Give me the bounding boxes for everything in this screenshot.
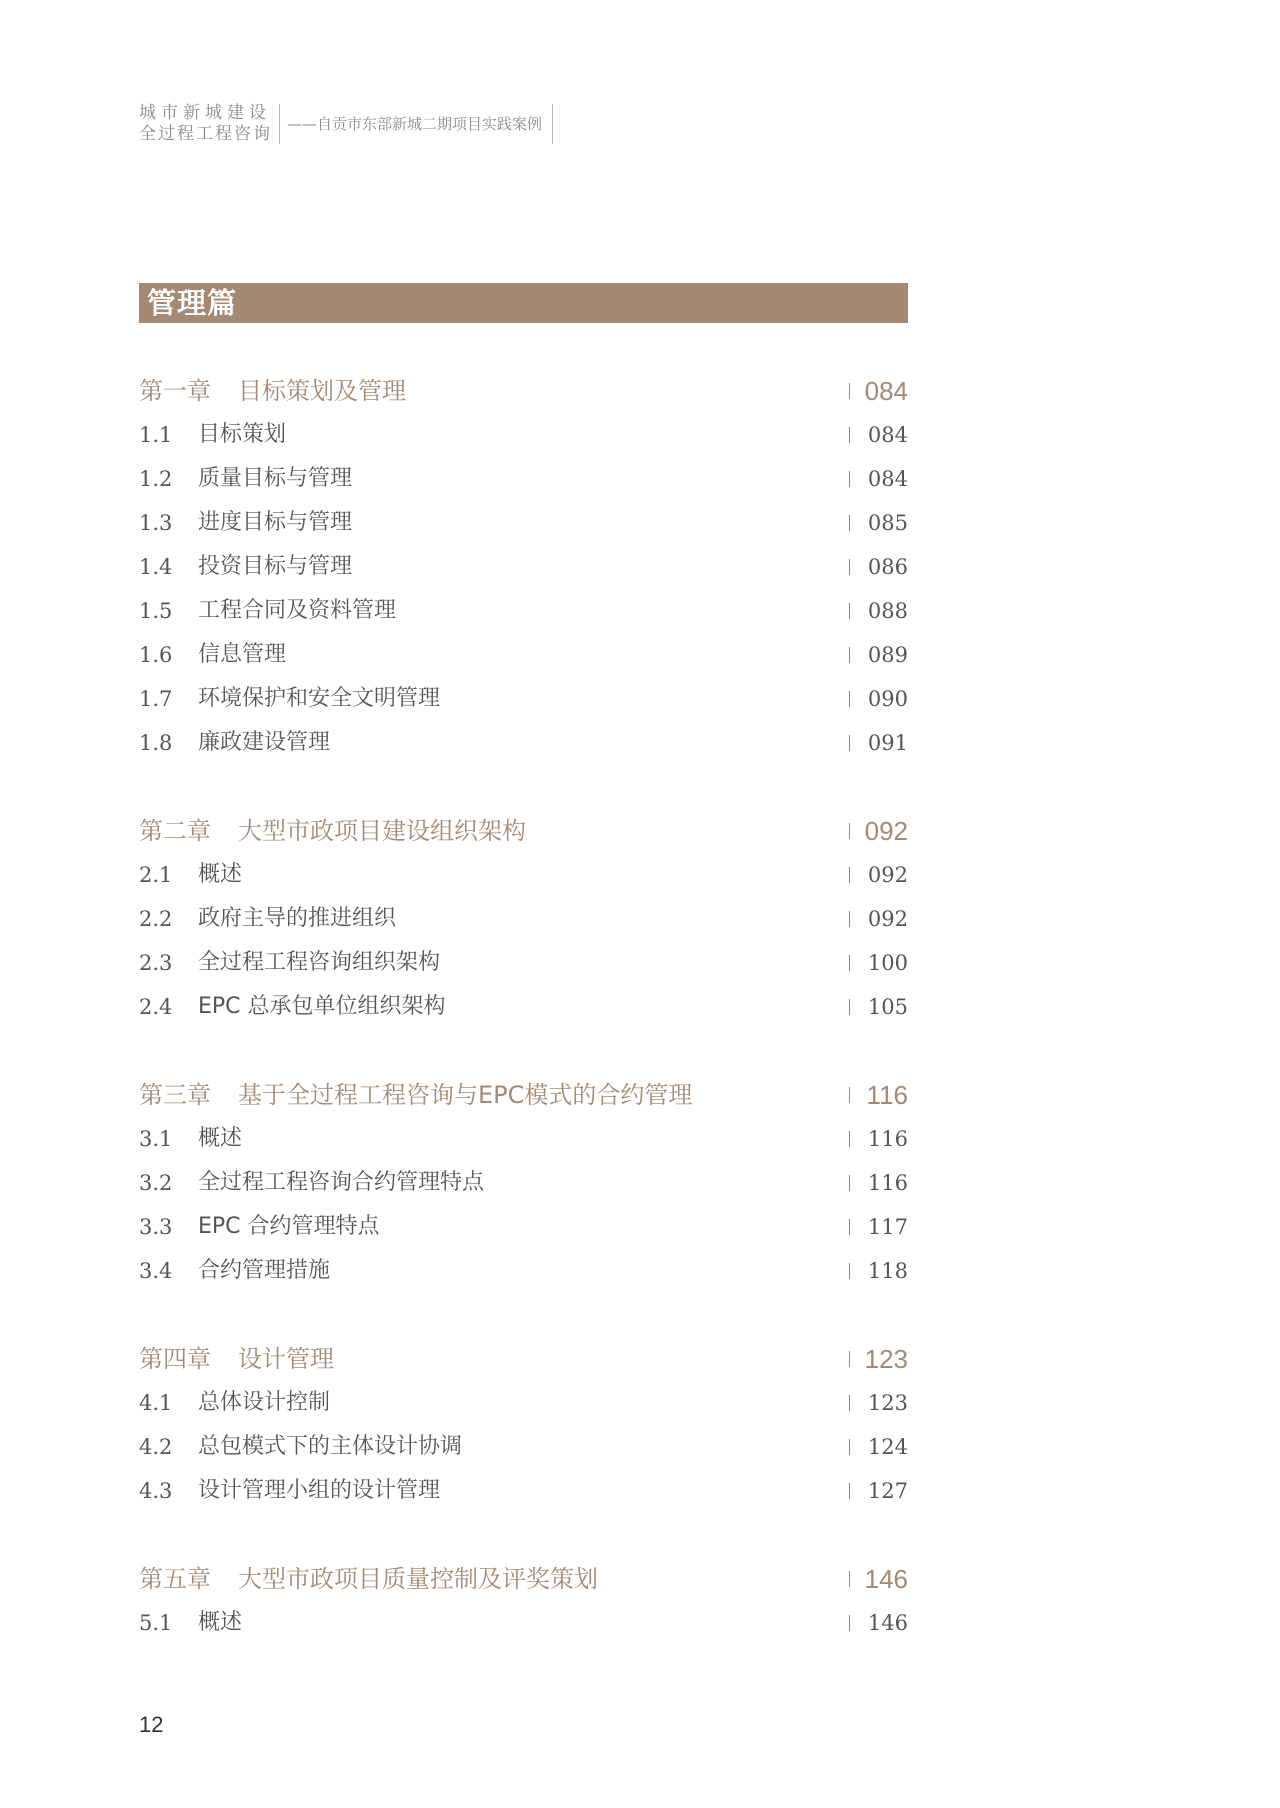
- book-title-line2: 全过程工程咨询: [139, 124, 272, 144]
- toc-entry-number: 第一章: [139, 377, 211, 405]
- toc-section-entry[interactable]: [139, 677, 908, 721]
- toc-entry-number: 4.2: [139, 1435, 173, 1459]
- toc-entry-number: 2.1: [139, 863, 173, 887]
- toc-entry-number: 1.3: [139, 511, 173, 535]
- toc-section-entry[interactable]: [139, 633, 908, 677]
- toc-section-entry[interactable]: [139, 1205, 908, 1249]
- toc-section-entry[interactable]: [139, 1601, 908, 1645]
- toc-entry-title: 进度目标与管理: [198, 510, 353, 535]
- book-subtitle: ——自贡市东部新城二期项目实践案例: [287, 115, 543, 133]
- toc-section-entry[interactable]: [139, 853, 908, 897]
- toc-entry-title: 概述: [198, 862, 243, 887]
- toc-chapter-entry[interactable]: [139, 1337, 908, 1381]
- toc-entry-number: 第二章: [139, 817, 211, 845]
- toc-entry-page: 124: [867, 1435, 908, 1459]
- toc-entry-number: 1.1: [139, 423, 173, 447]
- toc-entry-title: 投资目标与管理: [198, 554, 353, 579]
- toc-section-entry[interactable]: [139, 1425, 908, 1469]
- toc-chapter: [139, 809, 908, 1029]
- toc-section-entry[interactable]: [139, 941, 908, 985]
- toc-section-entry[interactable]: [139, 721, 908, 765]
- toc-entry-number: 4.1: [139, 1391, 173, 1415]
- toc-entry-number: 第四章: [139, 1345, 211, 1373]
- toc-section-entry[interactable]: [139, 1381, 908, 1425]
- toc-entry-number: 1.2: [139, 467, 173, 491]
- toc-entry-title: 信息管理: [198, 642, 287, 667]
- toc-entry-title: EPC 合约管理特点: [198, 1214, 380, 1239]
- page-number: 12: [139, 1712, 164, 1737]
- toc-entry-page: 127: [867, 1479, 908, 1503]
- toc-section-entry[interactable]: [139, 897, 908, 941]
- header-divider-left: [279, 104, 280, 144]
- toc-section-entry[interactable]: [139, 1469, 908, 1513]
- toc-entry-page: 100: [867, 951, 908, 975]
- toc-entry-page: 086: [867, 555, 908, 579]
- toc-chapter: [139, 1557, 908, 1645]
- book-title-line1: 城市新城建设: [139, 103, 271, 123]
- toc-entry-page: 146: [864, 1564, 908, 1594]
- toc-section-entry[interactable]: [139, 1249, 908, 1293]
- toc-entry-page: 146: [867, 1611, 908, 1635]
- section-banner: [139, 283, 908, 323]
- toc-section-entry[interactable]: [139, 501, 908, 545]
- section-title: 管理篇: [147, 286, 238, 320]
- toc-entry-title: 合约管理措施: [198, 1258, 331, 1283]
- toc-entry-title: 质量目标与管理: [198, 466, 353, 491]
- toc-entry-title: 廉政建设管理: [198, 730, 331, 755]
- header-divider-right: [552, 104, 553, 144]
- toc-section-entry[interactable]: [139, 413, 908, 457]
- toc-entry-title: 目标策划: [198, 422, 287, 447]
- toc-section-entry[interactable]: [139, 457, 908, 501]
- toc-entry-title: 工程合同及资料管理: [198, 598, 397, 623]
- toc-entry-number: 第五章: [139, 1565, 211, 1593]
- toc-entry-page: 123: [867, 1391, 908, 1415]
- toc-entry-number: 5.1: [139, 1611, 173, 1635]
- toc-chapter-entry[interactable]: [139, 809, 908, 853]
- toc-entry-page: 092: [864, 816, 908, 846]
- table-of-contents: [139, 369, 908, 1689]
- toc-entry-page: 085: [867, 511, 908, 535]
- toc-entry-number: 3.3: [139, 1215, 173, 1239]
- toc-entry-page: 116: [867, 1127, 908, 1151]
- toc-entry-page: 088: [867, 599, 908, 623]
- toc-entry-number: 1.7: [139, 687, 173, 711]
- toc-entry-page: 092: [867, 907, 908, 931]
- toc-entry-title: 大型市政项目建设组织架构: [238, 817, 526, 845]
- toc-entry-number: 1.8: [139, 731, 173, 755]
- toc-entry-title: 概述: [198, 1610, 243, 1635]
- toc-entry-number: 1.6: [139, 643, 173, 667]
- toc-entry-title: 概述: [198, 1126, 243, 1151]
- toc-entry-number: 1.5: [139, 599, 173, 623]
- toc-entry-number: 2.3: [139, 951, 173, 975]
- toc-entry-title: 设计管理小组的设计管理: [198, 1478, 441, 1503]
- toc-entry-page: 118: [867, 1259, 908, 1283]
- toc-entry-page: 092: [867, 863, 908, 887]
- toc-entry-title: 总包模式下的主体设计协调: [198, 1434, 463, 1459]
- toc-section-entry[interactable]: [139, 1117, 908, 1161]
- toc-entry-title: 目标策划及管理: [238, 377, 406, 405]
- toc-entry-page: 117: [867, 1215, 908, 1239]
- toc-section-entry[interactable]: [139, 985, 908, 1029]
- toc-chapter: [139, 1073, 908, 1293]
- book-title: [139, 103, 271, 145]
- toc-entry-page: 084: [867, 467, 908, 491]
- toc-chapter-entry[interactable]: [139, 369, 908, 413]
- toc-entry-page: 089: [867, 643, 908, 667]
- toc-entry-title: 基于全过程工程咨询与EPC模式的合约管理: [238, 1081, 693, 1109]
- toc-entry-number: 2.4: [139, 995, 173, 1019]
- toc-entry-page: 116: [867, 1171, 908, 1195]
- toc-chapter: [139, 369, 908, 765]
- toc-section-entry[interactable]: [139, 1161, 908, 1205]
- toc-chapter-entry[interactable]: [139, 1557, 908, 1601]
- toc-section-entry[interactable]: [139, 589, 908, 633]
- toc-entry-title: 全过程工程咨询组织架构: [198, 950, 441, 975]
- toc-entry-title: 政府主导的推进组织: [198, 906, 397, 931]
- toc-entry-number: 3.4: [139, 1259, 173, 1283]
- toc-entry-number: 4.3: [139, 1479, 173, 1503]
- toc-entry-number: 3.1: [139, 1127, 173, 1151]
- toc-entry-page: 090: [867, 687, 908, 711]
- toc-entry-page: 084: [864, 376, 908, 406]
- toc-entry-title: EPC 总承包单位组织架构: [198, 994, 446, 1019]
- toc-entry-page: 091: [867, 731, 908, 755]
- toc-chapter-entry[interactable]: [139, 1073, 908, 1117]
- toc-entry-title: 环境保护和安全文明管理: [198, 686, 441, 711]
- toc-entry-number: 第三章: [139, 1081, 211, 1109]
- toc-entry-number: 3.2: [139, 1171, 173, 1195]
- toc-entry-page: 084: [867, 423, 908, 447]
- toc-entry-title: 全过程工程咨询合约管理特点: [198, 1170, 485, 1195]
- toc-section-entry[interactable]: [139, 545, 908, 589]
- toc-chapter: [139, 1337, 908, 1513]
- toc-entry-title: 总体设计控制: [198, 1390, 331, 1415]
- toc-entry-page: 123: [864, 1344, 908, 1374]
- toc-entry-title: 大型市政项目质量控制及评奖策划: [238, 1565, 598, 1593]
- toc-entry-number: 1.4: [139, 555, 173, 579]
- toc-entry-page: 116: [866, 1080, 908, 1110]
- toc-entry-number: 2.2: [139, 907, 173, 931]
- toc-entry-page: 105: [867, 995, 908, 1019]
- toc-entry-title: 设计管理: [238, 1345, 334, 1373]
